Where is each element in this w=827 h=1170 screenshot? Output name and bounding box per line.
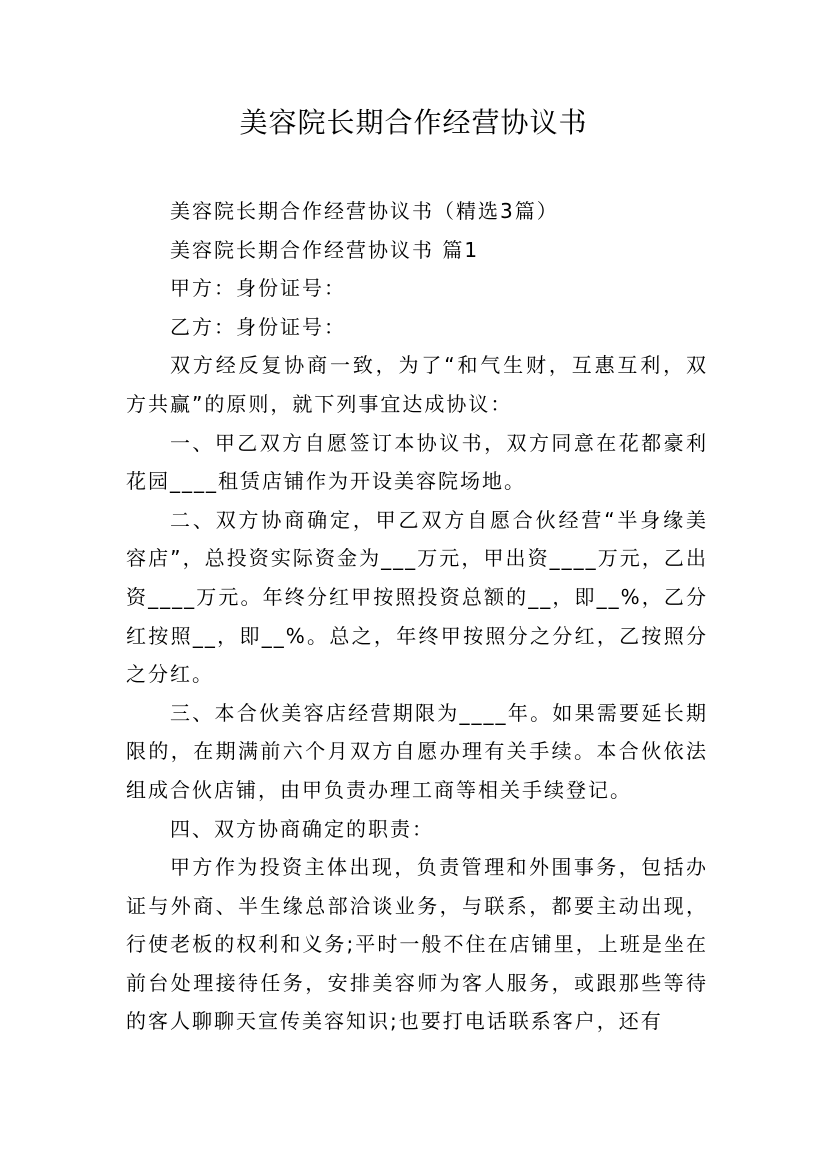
document-title: 美容院长期合作经营协议书 xyxy=(239,106,588,139)
paragraph-party-a: 甲方：身份证号： xyxy=(170,276,346,301)
document-body xyxy=(126,192,708,1041)
paragraph-preamble: 双方经反复协商一致，为了“和气生财，互惠互利，双方共赢”的原则，就下列事宜达成协议： xyxy=(126,353,708,416)
paragraph-section-heading: 美容院长期合作经营协议书 篇1 xyxy=(170,237,480,262)
paragraph-party-b: 乙方：身份证号： xyxy=(170,314,346,339)
paragraph-clause-2: 二、双方协商确定，甲乙双方自愿合伙经营“半身缘美容店”，总投资实际资金为___万元，甲出资____万元，乙出资____万元。年终分红甲按照投资总额的__，即__%，乙分红按照__，即__%。总之，年终甲按照分之分红，乙按照分之分红。 xyxy=(126,507,708,687)
paragraph-party-a-duties: 甲方作为投资主体出现，负责管理和外围事务，包括办证与外商、半生缘总部洽谈业务，与联系，都要主动出现，行使老板的权利和义务;平时一般不住在店铺里，上班是坐在前台处理接待任务，安排美容师为客人服务，或跟那些等待的客人聊聊天宣传美容知识;也要打电话联系客户，还有 xyxy=(126,855,708,1034)
paragraph-subtitle: 美容院长期合作经营协议书（精选3篇） xyxy=(170,199,559,223)
paragraph-clause-4: 四、双方协商确定的职责： xyxy=(170,816,434,841)
paragraph-clause-1: 一、甲乙双方自愿签订本协议书，双方同意在花都豪利花园____租赁店铺作为开设美容院场地。 xyxy=(126,430,708,494)
paragraph-clause-3: 三、本合伙美容店经营期限为____年。如果需要延长期限的，在期满前六个月双方自愿办理有关手续。本合伙依法组成合伙店铺，由甲负责办理工商等相关手续登记。 xyxy=(126,700,708,802)
